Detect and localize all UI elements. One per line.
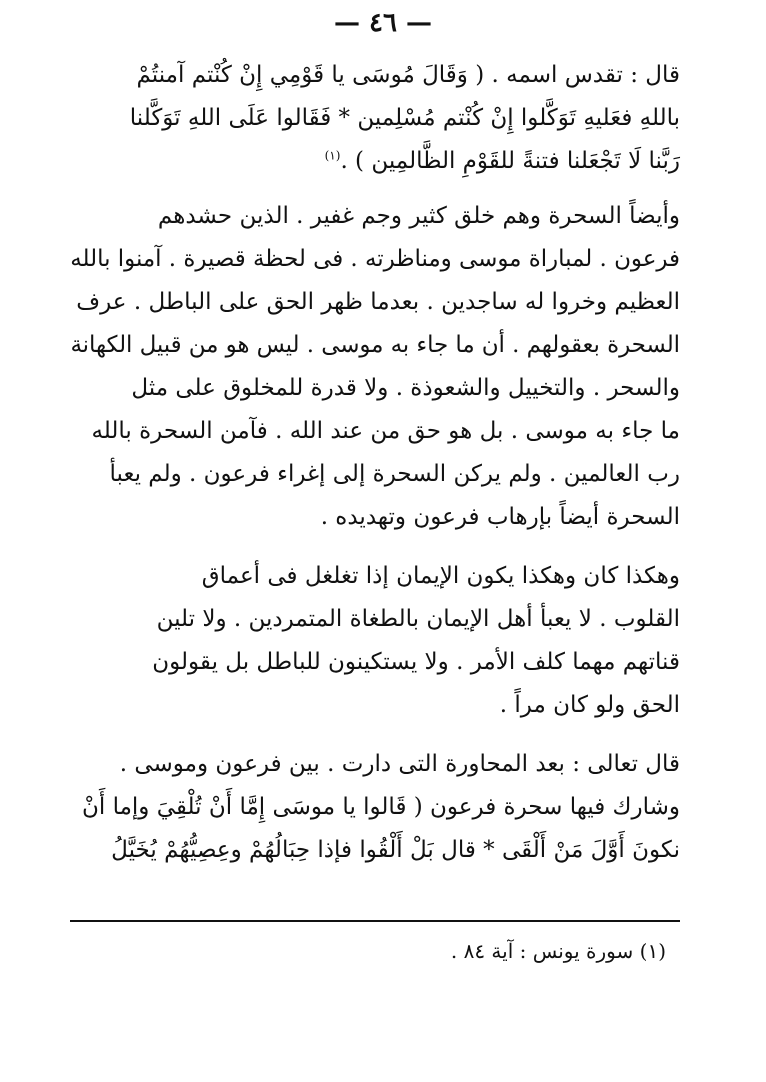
text-line: رَبَّنا لَا تَجْعَلنا فتنةً للقَوْمِ الظَّالمِين ) . — [340, 148, 680, 174]
text-line: السحرة أيضاً بإرهاب فرعون وتهديده . — [320, 504, 680, 530]
text-line: وهكذا كان وهكذا يكون الإيمان إذا تغلغل فى أعماق — [201, 563, 680, 589]
text-line: باللهِ فعَليهِ تَوَكَّلوا إِنْ كُنْتم مُسْلِمين * فَقَالوا عَلَى اللهِ تَوَكَّلنا — [129, 105, 680, 131]
text-line: قال تعالى : بعد المحاورة التى دارت . بين فرعون وموسى . — [119, 751, 680, 777]
text-line: السحرة بعقولهم . أن ما جاء به موسى . ليس هو من قبيل الكهانة — [70, 332, 680, 358]
text-line-with-ref — [70, 140, 680, 183]
text-line: وأيضاً السحرة وهم خلق كثير وجم غفير . الذين حشدهم — [157, 203, 680, 229]
footnote-divider — [70, 920, 680, 922]
footnote: (١) سورة يونس : آية ٨٤ . — [450, 939, 666, 963]
text-line: القلوب . لا يعبأ أهل الإيمان بالطغاة المتمردين . ولا تلين — [156, 606, 680, 632]
text-line: العظيم وخروا له ساجدين . بعدما ظهر الحق على الباطل . عرف — [76, 289, 680, 315]
paragraph-2 — [70, 195, 680, 539]
text-line: الحق ولو كان مراً . — [499, 692, 680, 718]
paragraph-3 — [70, 555, 680, 727]
text-line: وشارك فيها سحرة فرعون ( قَالوا يا موسَى إِمَّا أَنْ تُلْقِيَ وإما أَنْ — [82, 794, 680, 820]
text-line: نكونَ أَوَّلَ مَنْ أَلْقَى * قال بَلْ أَلْقُوا فإذا حِبَالُهُمْ وعِصِيُّهُمْ يُخَيَّلُ — [111, 837, 680, 863]
text-line: رب العالمين . ولم يركن السحرة إلى إغراء فرعون . ولم يعبأ — [109, 461, 680, 487]
text-line: فرعون . لمباراة موسى ومناظرته . فى لحظة قصيرة . آمنوا بالله — [70, 246, 680, 272]
page-number: — ٤٦ — — [333, 8, 433, 38]
body-text — [70, 54, 680, 872]
text-line: قناتهم مهما كلف الأمر . ولا يستكينون للباطل بل يقولون — [152, 649, 680, 675]
text-line: قال : تقدس اسمه . ( وَقَالَ مُوسَى يا قَوْمِي إِنْ كُنْتم آمنتُمْ — [136, 62, 680, 88]
footnote-reference: (١) — [324, 148, 341, 163]
text-line: ما جاء به موسى . بل هو حق من عند الله . فآمن السحرة بالله — [91, 418, 680, 444]
paragraph-1 — [70, 54, 680, 183]
text-line: والسحر . والتخييل والشعوذة . ولا قدرة للمخلوق على مثل — [131, 375, 680, 401]
paragraph-4 — [70, 743, 680, 872]
